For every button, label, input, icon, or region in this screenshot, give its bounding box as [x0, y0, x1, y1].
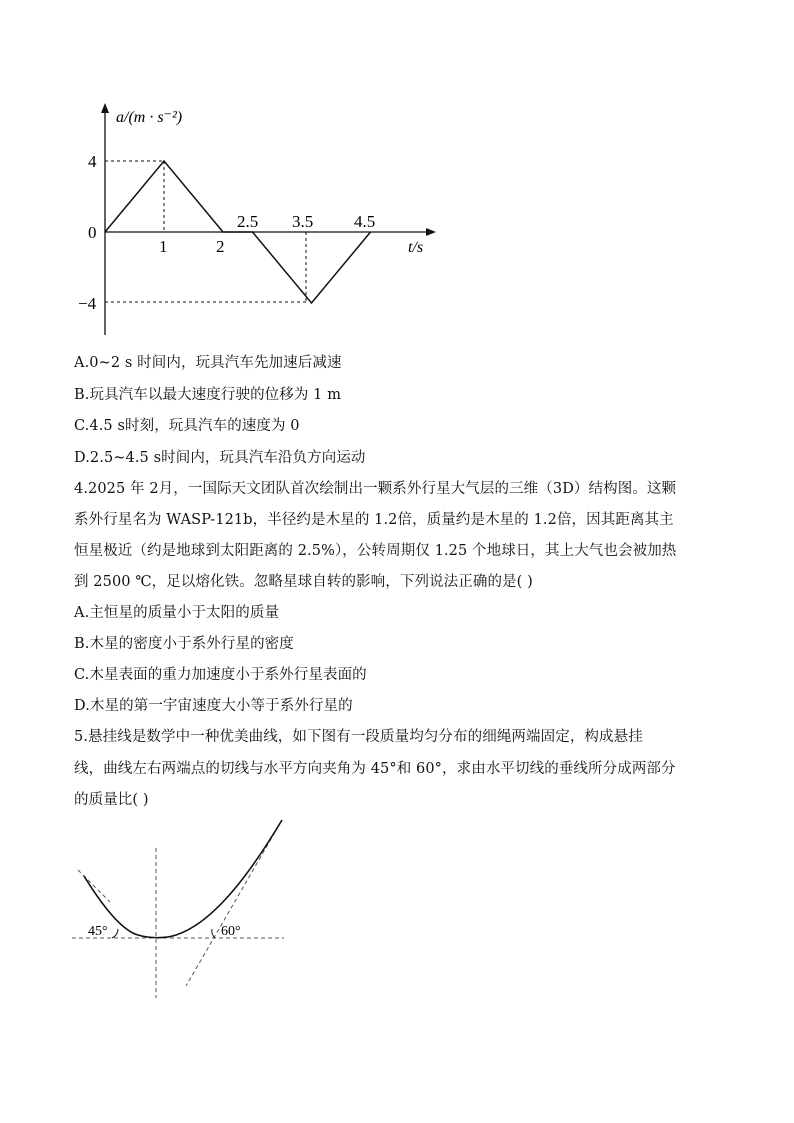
- x-tick-2-5: 2.5: [237, 212, 259, 231]
- q3-option-a: A.0~2 s 时间内，玩具汽车先加速后减速: [74, 355, 342, 371]
- q4-stem-line-4: 到 2500 ℃，足以熔化铁。忽略星球自转的影响，下列说法正确的是( ): [74, 574, 533, 590]
- x-tick-4-5: 4.5: [354, 212, 376, 231]
- q4-option-a: A.主恒星的质量小于太阳的质量: [74, 605, 280, 621]
- y-axis-arrow-icon: [101, 103, 109, 113]
- y-axis-label: a/(m · s⁻²): [116, 109, 183, 126]
- q4-stem-line-2: 系外行星名为 WASP-121b，半径约是木星的 1.2倍，质量约是木星的 1.2倍，因其距离其主: [74, 512, 674, 528]
- q5-stem-line-2: 线，曲线左右两端点的切线与水平方向夹角为 45°和 60°，求由水平切线的垂线所分成两部分: [74, 761, 676, 777]
- q4-option-b: B.木星的密度小于系外行星的密度: [74, 636, 294, 652]
- q3-option-d: D.2.5~4.5 s时间内，玩具汽车沿负方向运动: [74, 450, 366, 466]
- catenary-curve: [84, 820, 282, 938]
- y-tick-4: 4: [88, 152, 97, 171]
- left-angle-label: 45°: [88, 924, 108, 939]
- q3-option-b: B.玩具汽车以最大速度行驶的位移为 1 m: [74, 387, 342, 403]
- x-tick-3-5: 3.5: [292, 212, 314, 231]
- x-axis-arrow-icon: [426, 228, 436, 236]
- right-angle-label: 60°: [221, 924, 241, 939]
- q4-stem-line-1: 4.2025 年 2月，一国际天文团队首次绘制出一颗系外行星大气层的三维（3D）结构图。这颗: [74, 481, 677, 497]
- x-tick-2: 2: [216, 237, 225, 256]
- q3-option-c: C.4.5 s时刻，玩具汽车的速度为 0: [74, 418, 300, 434]
- y-tick-neg4: −4: [78, 294, 97, 313]
- right-tangent-line: [186, 820, 282, 986]
- q4-stem-line-3: 恒星极近（约是地球到太阳距离的 2.5%），公转周期仅 1.25 个地球日，其上大气也会被加热: [74, 543, 677, 559]
- acceleration-time-graph: [70, 95, 450, 345]
- q4-option-d: D.木星的第一宇宙速度大小等于系外行星的: [74, 698, 353, 714]
- x-tick-1: 1: [159, 237, 168, 256]
- q5-stem-line-3: 的质量比( ): [74, 792, 149, 808]
- q5-stem-line-1: 5.悬挂线是数学中一种优美曲线，如下图有一段质量均匀分布的细绳两端固定，构成悬挂: [74, 729, 643, 745]
- left-tangent-line: [78, 870, 110, 902]
- catenary-diagram: [60, 812, 300, 1002]
- q4-option-c: C.木星表面的重力加速度小于系外行星表面的: [74, 667, 367, 683]
- y-tick-0: 0: [88, 223, 97, 242]
- left-angle-arc: [112, 929, 118, 938]
- x-axis-label: t/s: [408, 239, 424, 256]
